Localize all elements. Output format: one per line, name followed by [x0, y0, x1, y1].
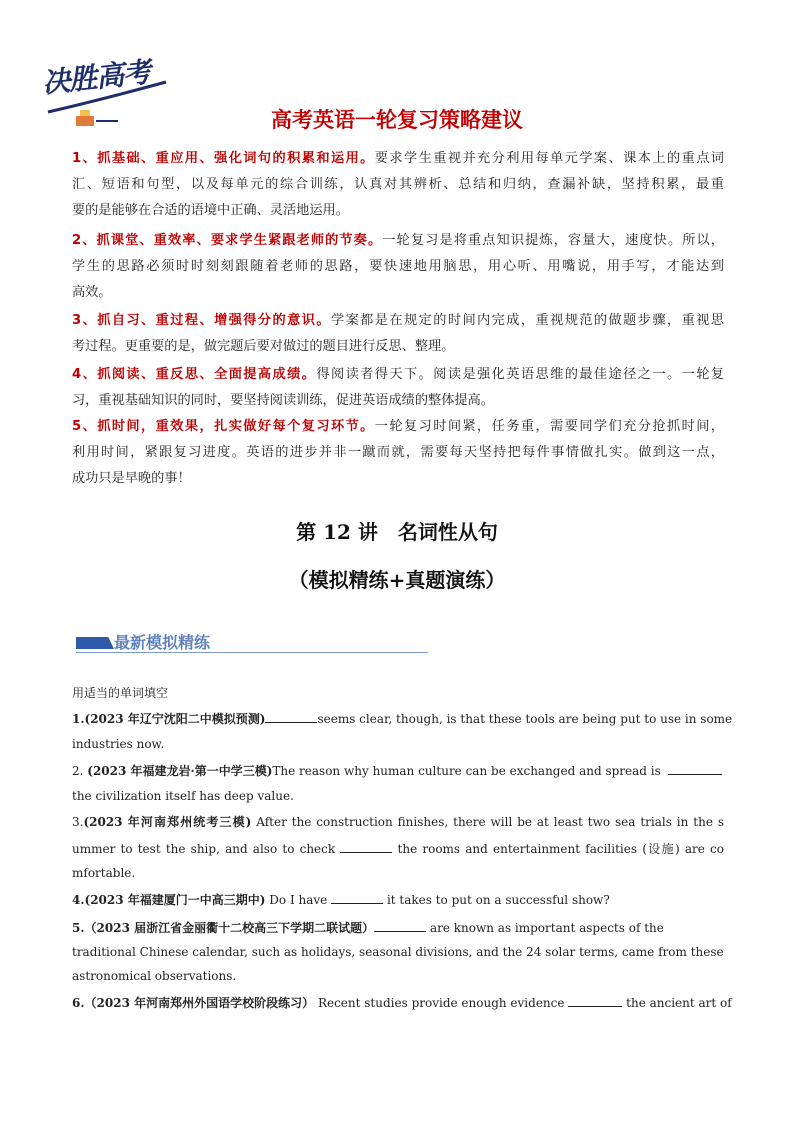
- question-3-cont: [72, 840, 724, 857]
- question-source: （2023 届浙江省金丽衢十二校高三下学期二联试题）: [84, 921, 375, 935]
- question-number: 4.: [72, 893, 85, 907]
- section-banner: [76, 628, 428, 654]
- question-text: After the construction finishes, there will be at least two sea trials in the s: [256, 815, 724, 829]
- exercise-instruction: 用适当的单词填空: [72, 686, 169, 700]
- advice-lead: 3、抓自习、重过程、增强得分的意识。: [72, 313, 331, 328]
- answer-blank[interactable]: [265, 712, 317, 723]
- advice-text: 汇、短语和句型，以及每单元的综合训练，认真对其辨析、总结和归纳，查漏补缺，坚持积累，最重: [72, 177, 724, 192]
- advice-text: 一轮复习时间紧，任务重，需要同学们充分抢抓时间，: [374, 419, 724, 434]
- advice-text: 要求学生重视并充分利用每单元学案、课本上的重点词: [374, 151, 724, 166]
- question-text: The reason why human culture can be exchanged and spread is: [272, 764, 661, 778]
- question-text: are known as important aspects of the: [429, 921, 664, 935]
- question-3: [72, 813, 724, 830]
- question-source: (2023 年福建龙岩·第一中学三模): [87, 764, 273, 778]
- question-text: Recent studies provide enough evidence: [317, 996, 565, 1010]
- question-text: Do I have: [269, 893, 328, 907]
- question-5-cont2: astronomical observations.: [72, 969, 237, 983]
- question-source: (2023 年辽宁沈阳二中模拟预测): [84, 712, 266, 726]
- banner-divider: [76, 652, 428, 653]
- question-5: [72, 919, 724, 936]
- advice-text: 成功只是早晚的事！: [72, 471, 191, 486]
- lecture-subtitle: （模拟精练+真题演练）: [288, 568, 506, 592]
- advice-text: 学生的思路必须时时刻刻跟随着老师的思路，要快速地用脑思，用心听、用嘴说，用手写，才能达到: [72, 259, 724, 274]
- question-source: (2023 年河南郑州统考三模): [83, 815, 252, 829]
- question-3-cont2: mfortable.: [72, 866, 136, 880]
- question-text: the rooms and entertainment facilities (设施) are co: [397, 842, 724, 856]
- question-source: (2023 年福建厦门一中高三期中): [84, 893, 266, 907]
- advice-text: 要的是能够在合适的语境中正确、灵活地运用。: [72, 203, 349, 218]
- question-text: it takes to put on a successful show?: [386, 893, 610, 907]
- advice-text: 一轮复习是将重点知识提炼，容量大，速度快。所以，: [382, 233, 724, 248]
- advice-item-4-content: [72, 362, 724, 414]
- answer-blank[interactable]: [340, 842, 392, 853]
- advice-item-3: [72, 308, 724, 360]
- advice-lead: 2、抓课堂、重效率、要求学生紧跟老师的节奏。: [72, 233, 383, 248]
- logo-text: 决胜高考: [40, 55, 152, 100]
- question-text: ummer to test the ship, and also to check: [72, 842, 336, 856]
- answer-blank[interactable]: [374, 921, 426, 932]
- answer-blank[interactable]: [331, 893, 383, 904]
- advice-lead: 5、抓时间，重效果，扎实做好每个复习环节。: [72, 419, 375, 434]
- advice-lead: 4、抓阅读、重反思、全面提高成绩。: [72, 367, 317, 382]
- advice-item-5: [72, 414, 724, 492]
- advice-text: 习，重视基础知识的同时，要坚持阅读训练，促进英语成绩的整体提高。: [72, 393, 494, 408]
- question-2-cont: the civilization itself has deep value.: [72, 789, 294, 803]
- question-text: the ancient art of: [626, 996, 732, 1010]
- advice-item-1: [72, 146, 724, 224]
- banner-bar-icon: [76, 637, 114, 649]
- question-text: seems clear, though, is that these tools are being put to use in some: [317, 712, 733, 726]
- question-number: 2.: [72, 764, 84, 778]
- advice-text: 得阅读者得天下。阅读是强化英语思维的最佳途径之一。一轮复: [316, 367, 724, 382]
- question-number: 3.: [72, 815, 84, 829]
- question-number: 5.: [72, 921, 85, 935]
- advice-text: 高效。: [72, 285, 112, 300]
- question-4: [72, 891, 724, 908]
- advice-text: 学案都是在规定的时间内完成，重视规范的做题步骤，重视思: [330, 313, 724, 328]
- advice-text: 利用时间，紧跟复习进度。英语的进步并非一蹴而就，需要每天坚持把每件事情做扎实。做到这一点，: [72, 445, 724, 460]
- page-title: 高考英语一轮复习策略建议: [271, 108, 523, 132]
- question-1: [72, 710, 733, 727]
- answer-blank[interactable]: [568, 996, 622, 1007]
- question-6: [72, 994, 732, 1011]
- question-2: [72, 762, 724, 779]
- section-heading: 最新模拟精练: [114, 633, 211, 652]
- advice-lead: 1、抓基础、重应用、强化词句的积累和运用。: [72, 151, 375, 166]
- advice-text: 考过程。更重要的是，做完题后要对做过的题目进行反思、整理。: [72, 339, 455, 354]
- question-5-cont: traditional Chinese calendar, such as holidays, seasonal divisions, and the 24 solar terms, came from these: [72, 945, 724, 959]
- question-1-cont: industries now.: [72, 737, 165, 751]
- question-source: （2023 年河南郑州外国语学校阶段练习）: [84, 996, 315, 1010]
- advice-item-2: [72, 228, 724, 306]
- answer-blank[interactable]: [668, 764, 722, 775]
- lecture-title: 第 12 讲 名词性从句: [296, 520, 498, 544]
- question-number: 6.: [72, 996, 85, 1010]
- question-number: 1.: [72, 712, 85, 726]
